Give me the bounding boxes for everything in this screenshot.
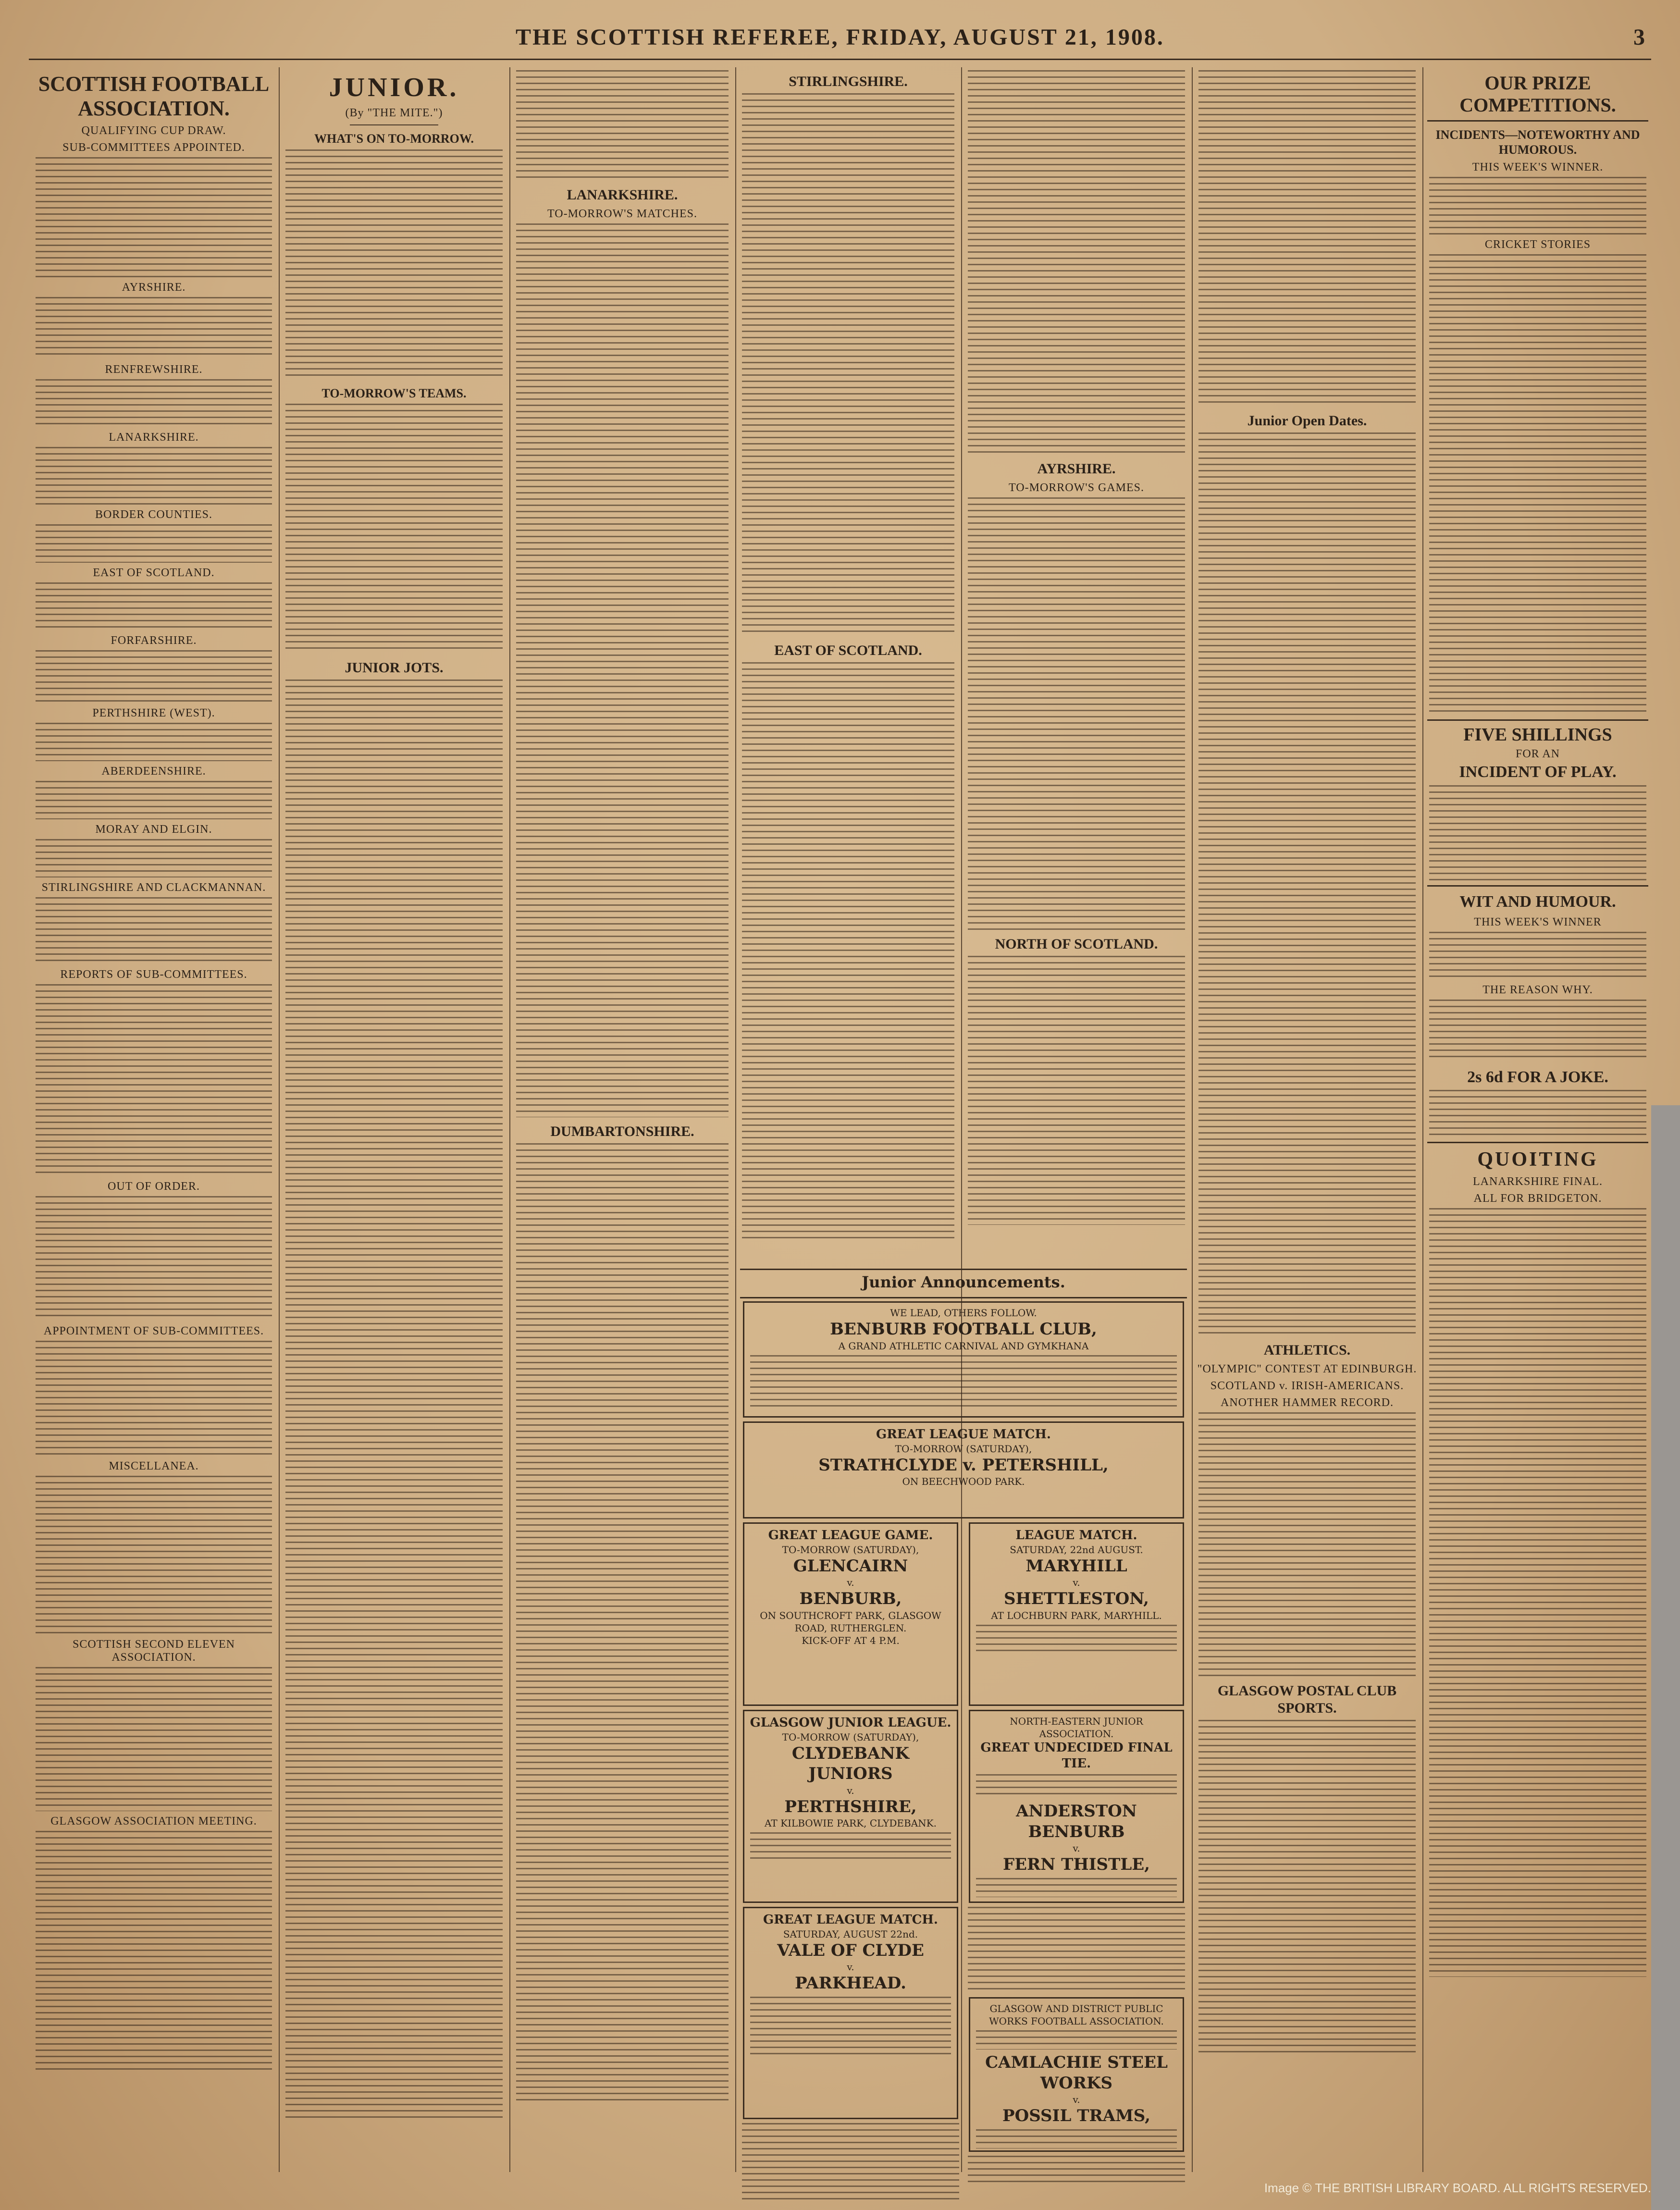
five-shillings-for: FOR AN xyxy=(1515,748,1560,761)
strathclyde-ad xyxy=(743,1421,1184,1519)
page-number: 3 xyxy=(1633,25,1646,50)
ad-line: NORTH-EASTERN JUNIOR ASSOCIATION. xyxy=(1010,1716,1143,1740)
winner-heading: THIS WEEK'S WINNER. xyxy=(1472,161,1604,174)
ad-line: AT KILBOWIE PARK, CLYDEBANK. xyxy=(765,1817,937,1829)
text-block xyxy=(1429,1090,1646,1138)
ad-line: PARKHEAD. xyxy=(795,1974,906,1993)
column-competitions xyxy=(1427,67,1648,2172)
junior-sub: TO-MORROW'S TEAMS. xyxy=(321,386,467,400)
text-block xyxy=(516,1143,729,2104)
ad-line: GLASGOW JUNIOR LEAGUE. xyxy=(750,1716,951,1730)
text-block xyxy=(1198,1412,1416,1677)
section-heading: MISCELLANEA. xyxy=(109,1460,199,1473)
rule xyxy=(1427,719,1648,721)
column-rule xyxy=(735,67,736,2172)
athletics-sub: ANOTHER HAMMER RECORD. xyxy=(1220,1396,1394,1409)
vale-of-clyde-ad xyxy=(743,1907,958,2119)
open-dates-list xyxy=(1198,432,1416,1336)
wit-humour-heading: WIT AND HUMOUR. xyxy=(1459,892,1616,911)
text-block xyxy=(36,582,272,630)
ad-column-right xyxy=(966,1519,1187,2187)
ad-line: MARYHILL xyxy=(1025,1556,1127,1576)
text-block xyxy=(36,723,272,761)
ad-line: TO-MORROW (SATURDAY), xyxy=(895,1443,1032,1455)
text-block xyxy=(516,223,729,1117)
page-edge xyxy=(1651,1105,1680,2210)
postal-heading: GLASGOW POSTAL CLUB SPORTS. xyxy=(1217,1683,1397,1716)
section-heading: REPORTS OF SUB-COMMITTEES. xyxy=(60,968,247,981)
text-block xyxy=(976,1878,1177,1897)
quoiting-heading: QUOITING xyxy=(1477,1148,1598,1171)
section-heading: EAST OF SCOTLAND. xyxy=(93,567,215,580)
ad-line: GLASGOW AND DISTRICT PUBLIC WORKS FOOTBALL ASSOCIATION. xyxy=(989,2003,1164,2027)
ad-line: STRATHCLYDE v. PETERSHILL, xyxy=(818,1455,1109,1475)
text-block xyxy=(976,2030,1177,2049)
rule xyxy=(1427,1142,1648,1143)
column-lanarkshire xyxy=(514,67,730,2172)
clydebank-ad xyxy=(743,1710,958,1903)
ad-line: v. xyxy=(1073,1842,1080,1854)
text-block xyxy=(36,379,272,427)
masthead xyxy=(0,24,1680,58)
ad-line: KICK-OFF AT 4 P.M. xyxy=(802,1634,900,1646)
text-block xyxy=(968,1907,1185,1993)
ad-line: A GRAND ATHLETIC CARNIVAL AND GYMKHANA xyxy=(838,1340,1089,1352)
text-block xyxy=(968,956,1185,1225)
ad-line: CAMLACHIE STEEL WORKS xyxy=(985,2053,1168,2093)
ad-line: ON BEECHWOOD PARK. xyxy=(902,1476,1025,1487)
text-block xyxy=(36,897,272,964)
section-heading: ABERDEENSHIRE. xyxy=(101,765,206,778)
text-block xyxy=(968,497,1185,930)
ad-line: SATURDAY, AUGUST 22nd. xyxy=(783,1928,918,1940)
text-block xyxy=(742,2123,959,2200)
lanarkshire-heading: LANARKSHIRE. xyxy=(567,187,678,203)
section-heading: FORFARSHIRE. xyxy=(111,634,197,647)
column-stirlingshire xyxy=(740,67,956,1264)
text-block xyxy=(36,781,272,819)
rule xyxy=(1427,885,1648,887)
ad-line: v. xyxy=(1073,1577,1080,1588)
ad-line: WE LEAD, OTHERS FOLLOW. xyxy=(890,1307,1037,1319)
ad-line: CLYDEBANK JUNIORS xyxy=(791,1743,910,1783)
glencairn-ad xyxy=(743,1522,958,1706)
athletics-sub: SCOTLAND v. IRISH-AMERICANS. xyxy=(1210,1380,1404,1392)
ayrshire-heading: AYRSHIRE. xyxy=(1037,461,1116,477)
text-block xyxy=(968,70,1185,455)
section-heading: MORAY AND ELGIN. xyxy=(95,823,212,836)
column-ayrshire xyxy=(966,67,1187,1264)
stirlingshire-heading: STIRLINGSHIRE. xyxy=(789,74,908,89)
text-block xyxy=(36,1196,272,1321)
sfa-sub: SUB-COMMITTEES APPOINTED. xyxy=(62,141,245,154)
text-block xyxy=(1429,1208,1646,1977)
announcements-area xyxy=(740,1297,1187,2172)
ad-line: ON SOUTHCROFT PARK, GLASGOW ROAD, RUTHERGLEN. xyxy=(760,1609,941,1634)
column-sfa xyxy=(34,67,274,2172)
ad-line: v. xyxy=(1073,2094,1080,2105)
ad-line: GREAT LEAGUE MATCH. xyxy=(876,1427,1051,1442)
fixtures-list xyxy=(285,149,503,380)
text-block xyxy=(36,984,272,1176)
north-heading: NORTH OF SCOTLAND. xyxy=(995,936,1158,952)
section-heading: BORDER COUNTIES. xyxy=(95,508,212,521)
text-block xyxy=(36,447,272,505)
text-block xyxy=(750,1355,1177,1408)
section-heading: SCOTTISH SECOND ELEVEN ASSOCIATION. xyxy=(73,1638,235,1664)
cricket-heading: CRICKET STORIES xyxy=(1484,238,1591,251)
ad-line: ANDERSTON BENBURB xyxy=(1016,1802,1137,1841)
section-heading: RENFREWSHIRE. xyxy=(105,363,203,376)
text-block xyxy=(1429,177,1646,235)
text-block xyxy=(976,1625,1177,1654)
quoiting-sub: ALL FOR BRIDGETON. xyxy=(1473,1192,1602,1205)
ad-line: BENBURB FOOTBALL CLUB, xyxy=(830,1320,1097,1339)
junior-sub: WHAT'S ON TO-MORROW. xyxy=(314,132,474,146)
quoiting-sub: LANARKSHIRE FINAL. xyxy=(1473,1175,1603,1188)
text-block xyxy=(1198,70,1416,407)
ad-line: GREAT LEAGUE MATCH. xyxy=(763,1913,938,1927)
text-block xyxy=(36,1667,272,1811)
text-block xyxy=(1429,1000,1646,1062)
ayrshire-sub: TO-MORROW'S GAMES. xyxy=(1009,482,1144,494)
ad-line: AT LOCHBURN PARK, MARYHILL. xyxy=(991,1609,1162,1621)
competitions-title: OUR PRIZE COMPETITIONS. xyxy=(1459,72,1616,116)
text-block xyxy=(36,1341,272,1456)
text-block xyxy=(968,2156,1185,2185)
text-block xyxy=(1429,785,1646,881)
ad-line: PERTHSHIRE, xyxy=(784,1797,917,1816)
masthead-rule xyxy=(29,59,1651,60)
section-heading: LANARKSHIRE. xyxy=(109,431,199,444)
east-heading: EAST OF SCOTLAND. xyxy=(774,642,922,658)
ad-line: v. xyxy=(847,1784,854,1796)
public-works-ad xyxy=(969,1997,1184,2152)
text-block xyxy=(1198,1720,1416,2056)
ad-line: GREAT LEAGUE GAME. xyxy=(768,1528,933,1543)
text-block xyxy=(36,1476,272,1634)
ad-line: GREAT UNDECIDED FINAL TIE. xyxy=(980,1741,1173,1771)
text-block xyxy=(36,524,272,563)
open-dates-heading: Junior Open Dates. xyxy=(1247,413,1367,429)
ad-line: v. xyxy=(847,1577,854,1588)
ad-line: v. xyxy=(847,1961,854,1973)
ad-column-left xyxy=(740,1519,961,2203)
text-block xyxy=(36,1831,272,2071)
section-heading: OUT OF ORDER. xyxy=(108,1180,200,1193)
joke-heading: 2s 6d FOR A JOKE. xyxy=(1467,1068,1608,1086)
ad-line: VALE OF CLYDE xyxy=(777,1940,924,1960)
section-heading: STIRLINGSHIRE AND CLACKMANNAN. xyxy=(41,881,266,894)
section-heading: GLASGOW ASSOCIATION MEETING. xyxy=(50,1815,257,1828)
text-block xyxy=(742,662,954,1239)
text-block xyxy=(750,1997,951,2054)
sfa-title: SCOTTISH FOOTBALL ASSOCIATION. xyxy=(38,72,270,120)
ad-line: SATURDAY, 22nd AUGUST. xyxy=(1010,1543,1143,1556)
athletics-sub: "OLYMPIC" CONTEST AT EDINBURGH. xyxy=(1197,1363,1417,1375)
benburb-ad xyxy=(743,1301,1184,1418)
lanarkshire-sub: TO-MORROW'S MATCHES. xyxy=(547,208,697,220)
text-block xyxy=(976,2129,1177,2148)
image-credit: Image © THE BRITISH LIBRARY BOARD. ALL RIGHTS RESERVED. xyxy=(1264,2181,1651,2195)
ad-line: TO-MORROW (SATURDAY), xyxy=(782,1543,919,1556)
section-heading: PERTHSHIRE (WEST). xyxy=(92,707,215,720)
text-block xyxy=(516,70,729,181)
column-rule xyxy=(1422,67,1423,2172)
column-rule xyxy=(1192,67,1193,2172)
athletics-heading: ATHLETICS. xyxy=(1263,1342,1351,1358)
section-heading: AYRSHIRE. xyxy=(122,281,186,294)
text-block xyxy=(36,839,272,877)
column-rule xyxy=(509,67,510,2172)
junior-sub: JUNIOR JOTS. xyxy=(345,659,444,676)
maryhill-ad xyxy=(969,1522,1184,1706)
dumbartonshire-heading: DUMBARTONSHIRE. xyxy=(550,1124,694,1139)
competitions-sub: INCIDENTS—NOTEWORTHY AND HUMOROUS. xyxy=(1435,128,1640,157)
text-block xyxy=(1429,254,1646,716)
ad-line: GLENCAIRN xyxy=(793,1556,908,1576)
masthead-title: THE SCOTTISH REFEREE, FRIDAY, AUGUST 21, 1908. xyxy=(516,25,1164,50)
rule xyxy=(1427,120,1648,122)
column-rule xyxy=(279,67,280,2172)
ad-line: TO-MORROW (SATURDAY), xyxy=(782,1731,919,1743)
announcements-heading: Junior Announcements. xyxy=(740,1269,1187,1298)
text-block xyxy=(976,1774,1177,1798)
five-shillings: FIVE SHILLINGS xyxy=(1463,725,1612,745)
ad-line: FERN THISTLE, xyxy=(1002,1855,1150,1874)
ad-line: LEAGUE MATCH. xyxy=(1015,1528,1137,1543)
column-opendates xyxy=(1197,67,1418,2172)
text-block xyxy=(1429,932,1646,980)
wit-winner: THIS WEEK'S WINNER xyxy=(1474,915,1602,928)
team-lists xyxy=(285,404,503,654)
junior-byline: (By "THE MITE.") xyxy=(345,107,443,120)
ad-line: SHETTLESTON, xyxy=(1003,1589,1149,1608)
text-block xyxy=(742,93,954,636)
sfa-sub: QUALIFYING CUP DRAW. xyxy=(81,124,226,137)
reason-why: THE REASON WHY. xyxy=(1482,983,1593,996)
junior-title: JUNIOR. xyxy=(329,73,459,102)
text-block xyxy=(36,650,272,703)
column-junior xyxy=(284,67,505,2172)
section-heading: APPOINTMENT OF SUB-COMMITTEES. xyxy=(43,1325,264,1338)
ad-line: BENBURB, xyxy=(799,1589,902,1608)
divider xyxy=(350,124,438,125)
ad-line: POSSIL TRAMS, xyxy=(1002,2106,1150,2125)
incident-of-play: INCIDENT OF PLAY. xyxy=(1459,763,1617,781)
north-eastern-ad xyxy=(969,1710,1184,1903)
text-block xyxy=(285,679,503,2121)
text-block xyxy=(36,157,272,277)
text-block xyxy=(36,297,272,359)
text-block xyxy=(750,1832,951,1861)
